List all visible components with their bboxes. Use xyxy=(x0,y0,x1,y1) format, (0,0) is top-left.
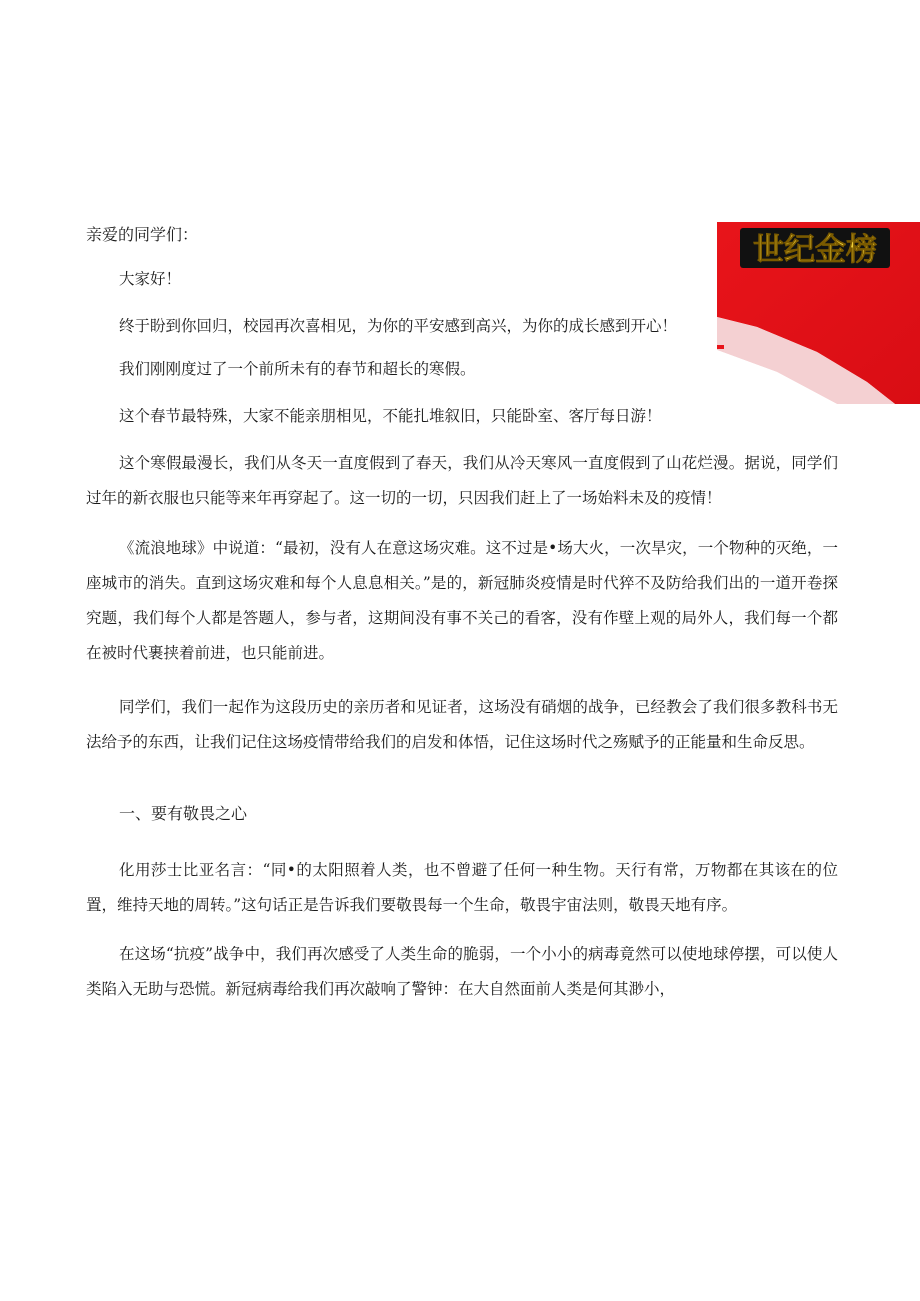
brand-logo-text: 世纪金榜 xyxy=(753,232,877,268)
paragraph-5: 《流浪地球》中说道：“最初，没有人在意这场灾难。这不过是•场大火，一次旱灾，一个物种的灭绝，一座城市的消失。直到这场灾难和每个人息息相关。”是的，新冠肺炎疫情是时代猝不及防给我们出的一道开卷探究题，我们每个人都是答题人，参与者，这期间没有事不关己的看客，没有作壁上观的局外人，我们每一个都在被时代裹挟着前进，也只能前进。 xyxy=(86,539,838,662)
salutation: 亲爱的同学们： xyxy=(86,225,199,244)
paragraph-3: 这个春节最特殊，大家不能亲朋相见，不能扎堆叙旧，只能卧室、客厅每日游！ xyxy=(119,407,662,425)
paragraph-4: 这个寒假最漫长，我们从冬天一直度假到了春天，我们从冷天寒风一直度假到了山花烂漫。据说，同学们过年的新衣服也只能等来年再穿起了。这一切的一切，只因我们赶上了一场始料未及的疫情！ xyxy=(86,454,838,507)
paragraph-8: 在这场“抗疫”战争中，我们再次感受了人类生命的脆弱，一个小小的病毒竟然可以使地球停摆，可以使人类陷入无助与恐慌。新冠病毒给我们再次敲响了警钟：在大自然面前人类是何其渺小， xyxy=(86,945,838,998)
paragraph-1: 终于盼到你回归，校园再次喜相见，为你的平安感到高兴，为你的成长感到开心！ xyxy=(119,317,678,335)
greeting: 大家好！ xyxy=(119,270,182,288)
brand-banner xyxy=(717,222,920,404)
brand-logo-graphic xyxy=(717,222,920,404)
section-heading-1: 一、要有敬畏之心 xyxy=(119,804,248,823)
paragraph-6: 同学们，我们一起作为这段历史的亲历者和见证者，这场没有硝烟的战争，已经教会了我们很多教科书无法给予的东西，让我们记住这场疫情带给我们的启发和体悟，记住这场时代之殇赋予的正能量和生命反思。 xyxy=(86,698,838,751)
paragraph-2: 我们刚刚度过了一个前所未有的春节和超长的寒假。 xyxy=(119,360,476,378)
paragraph-7: 化用莎士比亚名言：“同•的太阳照着人类，也不曾避了任何一种生物。天行有常，万物都在其该在的位置，维持天地的周转。”这句话正是告诉我们要敬畏每一个生命，敬畏宇宙法则，敬畏天地有序。 xyxy=(86,861,838,914)
